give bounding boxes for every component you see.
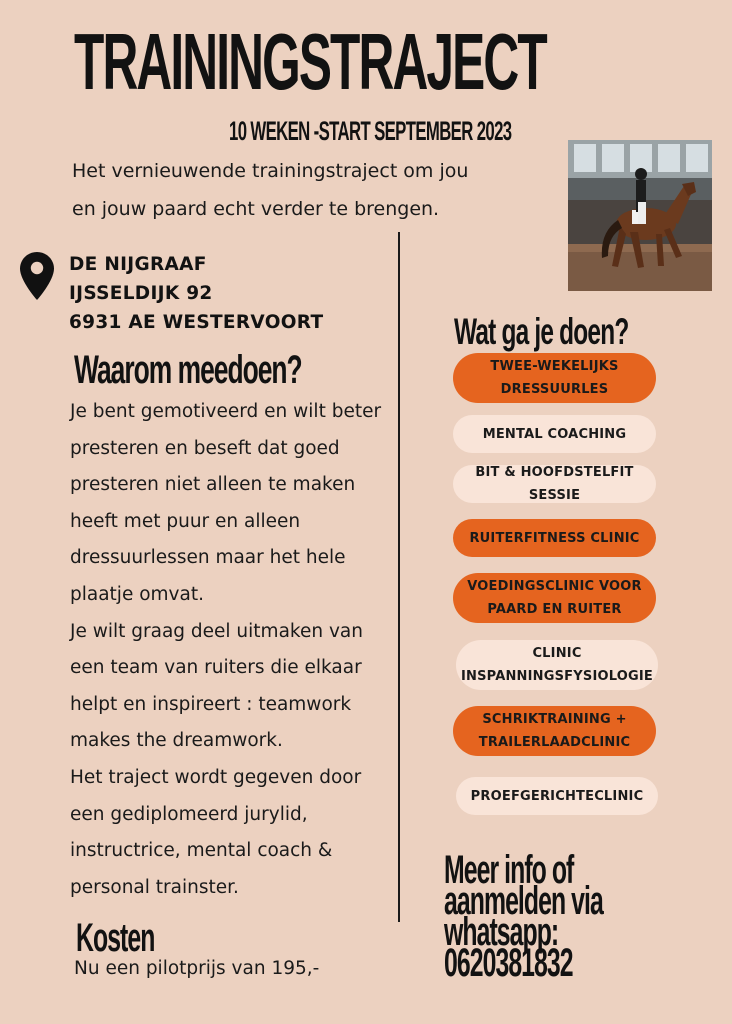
intro-line-1: Het vernieuwende trainingstraject om jou — [72, 160, 469, 182]
activity-pill — [453, 573, 656, 623]
activity-pill — [453, 353, 656, 403]
address-block — [69, 250, 323, 337]
activities-heading: Wat ga je doen? — [454, 311, 629, 352]
activity-line: BIT & HOOFDSTELFIT SESSIE — [475, 465, 634, 503]
poster-subtitle: 10 WEKEN -START SEPTEMBER 2023 — [229, 116, 512, 146]
cta-line: Meer info of — [444, 848, 574, 892]
activity-line: DRESSUURLES — [500, 382, 609, 397]
activity-line: RUITERFITNESS CLINIC — [469, 530, 640, 546]
activity-pill — [456, 640, 658, 690]
activity-pill — [453, 519, 656, 557]
why-paragraph: Je bent gemotiveerd en wilt beter presteren en beseft dat goed presteren niet alleen te maken heeft met puur en alleen dressuurlessen maar het hele plaatje omvat. — [70, 401, 382, 605]
activity-line: TRAILERLAADCLINIC — [478, 735, 631, 750]
why-heading: Waarom meedoen? — [74, 348, 302, 392]
activity-line: TWEE-WEKELIJKS — [490, 359, 619, 374]
dressage-horse-photo — [568, 140, 712, 291]
intro-text — [72, 152, 542, 228]
cta-line: whatsapp: — [444, 910, 559, 954]
contact-cta — [444, 848, 603, 985]
activity-line: SCHRIKTRAINING + — [482, 712, 627, 727]
activity-line: PAARD EN RUITER — [487, 602, 622, 617]
activity-line: INSPANNINGSFYSIOLOGIE — [461, 669, 653, 684]
venue-name: DE NIJGRAAF — [69, 254, 207, 275]
activity-line: PROEFGERICHTECLINIC — [470, 788, 644, 804]
activity-pill — [453, 415, 656, 453]
cost-text: Nu een pilotprijs van 195,- — [74, 958, 320, 979]
why-body — [70, 394, 400, 906]
why-paragraph: Je wilt graag deel uitmaken van een team van ruiters die elkaar helpt en inspireert : teamwork makes the dreamwork. — [70, 620, 363, 752]
intro-line-2: en jouw paard echt verder te brengen. — [72, 198, 440, 220]
activity-pill — [453, 465, 656, 503]
why-paragraph: Het traject wordt gegeven door een gediplomeerd jurylid, instructrice, mental coach & personal trainster. — [70, 766, 362, 898]
cta-line: aanmelden via — [444, 879, 603, 923]
activity-line: MENTAL COACHING — [482, 426, 627, 442]
cost-heading: Kosten — [76, 916, 155, 960]
activity-line: CLINIC — [532, 646, 582, 661]
venue-street: IJSSELDIJK 92 — [69, 283, 213, 304]
activity-pill — [453, 706, 656, 756]
poster-title: TRAININGSTRAJECT — [74, 17, 546, 106]
map-pin-icon — [20, 252, 54, 300]
venue-city: 6931 AE WESTERVOORT — [69, 312, 324, 333]
activity-line: VOEDINGSCLINIC VOOR — [467, 579, 642, 594]
whatsapp-number: 0620381832 — [444, 941, 573, 985]
activity-pill — [456, 777, 658, 815]
